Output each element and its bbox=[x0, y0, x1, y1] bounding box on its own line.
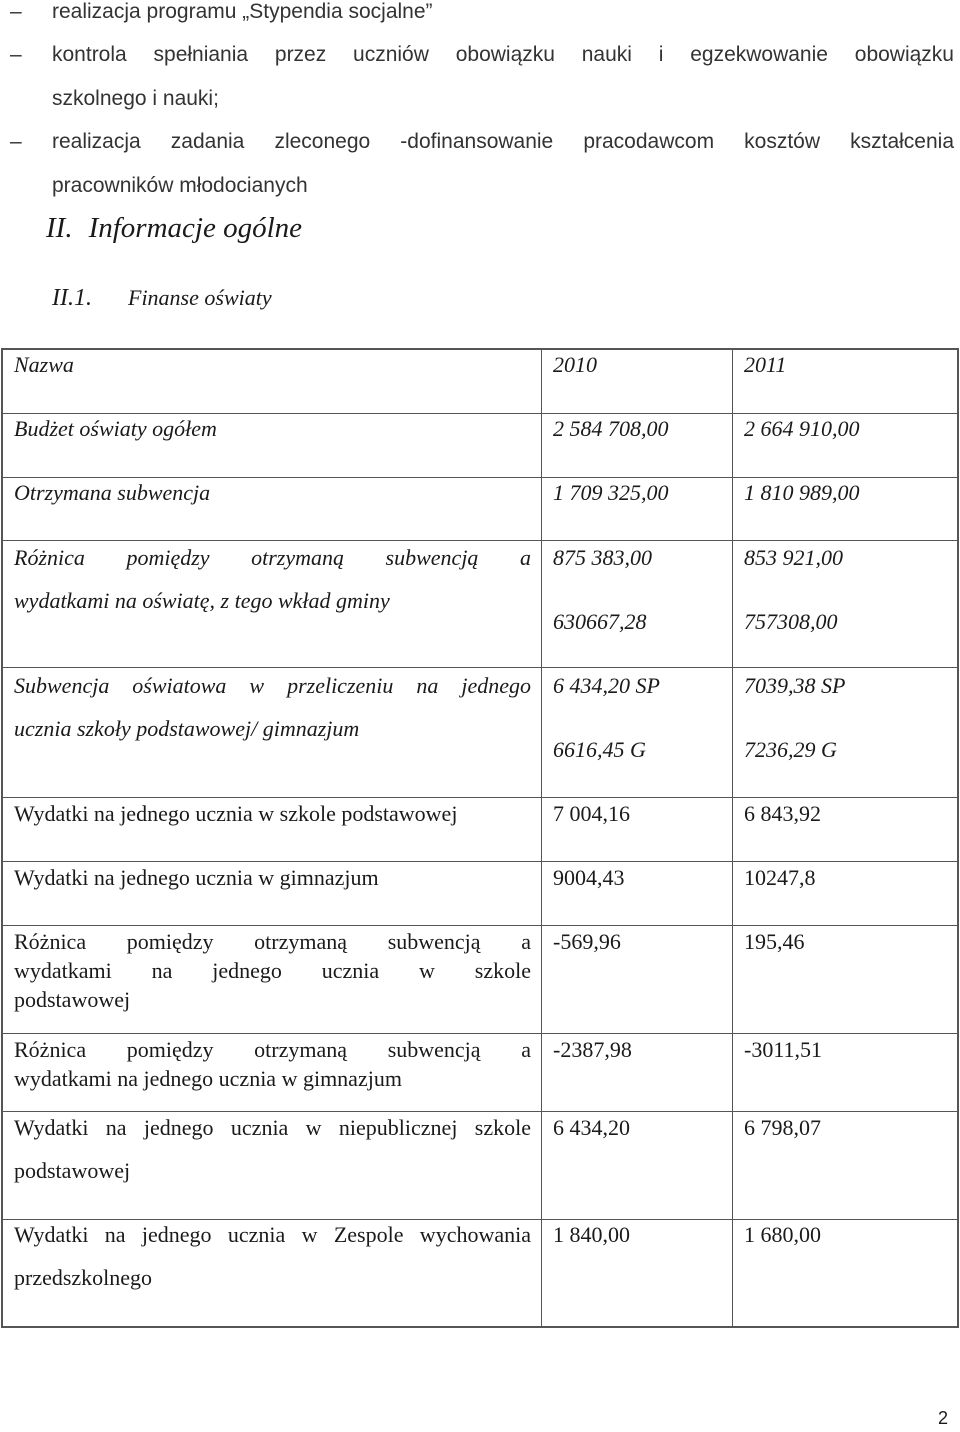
row-divider bbox=[3, 1219, 957, 1220]
column-divider bbox=[541, 350, 542, 1326]
list-item-text: realizacja programu „Stypendia socjalne” bbox=[52, 0, 433, 23]
value-2011: 6 798,07 bbox=[744, 1115, 821, 1140]
section-heading bbox=[46, 212, 302, 245]
row-label: Różnica pomiędzy otrzymaną subwencją a bbox=[14, 545, 531, 570]
row-label: Budżet oświaty ogółem bbox=[14, 416, 217, 441]
value-2010: 7 004,16 bbox=[553, 801, 630, 826]
dash-bullet: – bbox=[10, 0, 22, 23]
value-2010: -2387,98 bbox=[553, 1037, 632, 1062]
row-divider bbox=[3, 540, 957, 541]
value-2011: 7039,38 SP bbox=[744, 673, 846, 698]
row-label: Wydatki na jednego ucznia w Zespole wychowania bbox=[14, 1222, 531, 1247]
row-divider bbox=[3, 413, 957, 414]
list-item-text: realizacja zadania zleconego -dofinansowanie pracodawcom kosztów kształcenia bbox=[52, 130, 954, 153]
row-divider bbox=[3, 1111, 957, 1112]
section-number: II. bbox=[46, 212, 73, 244]
value-2011: 195,46 bbox=[744, 929, 805, 954]
value-2011: 1 810 989,00 bbox=[744, 480, 860, 505]
row-divider bbox=[3, 477, 957, 478]
value-2010: 6 434,20 SP bbox=[553, 673, 660, 698]
row-label: wydatkami na jednego ucznia w szkole bbox=[14, 958, 531, 983]
row-label: podstawowej bbox=[14, 1158, 131, 1183]
list-item-text: kontrola spełniania przez uczniów obowiązku nauki i egzekwowanie obowiązku bbox=[52, 43, 954, 66]
value-2011: 853 921,00 bbox=[744, 545, 843, 570]
dash-bullet: – bbox=[10, 130, 22, 153]
row-divider bbox=[3, 667, 957, 668]
section-title: Informacje ogólne bbox=[88, 212, 302, 244]
value-2010: 630667,28 bbox=[553, 609, 647, 634]
header-2011: 2011 bbox=[744, 352, 787, 377]
row-label: Wydatki na jednego ucznia w gimnazjum bbox=[14, 865, 379, 890]
row-label: wydatkami na jednego ucznia w gimnazjum bbox=[14, 1066, 402, 1091]
value-2011: 6 843,92 bbox=[744, 801, 821, 826]
row-label: Wydatki na jednego ucznia w szkole podstawowej bbox=[14, 801, 458, 826]
header-name: Nazwa bbox=[14, 352, 74, 377]
finance-table bbox=[1, 348, 959, 1328]
value-2010: 2 584 708,00 bbox=[553, 416, 669, 441]
value-2011: 10247,8 bbox=[744, 865, 816, 890]
row-label: Wydatki na jednego ucznia w niepublicznej szkole bbox=[14, 1115, 531, 1140]
row-label: Różnica pomiędzy otrzymaną subwencją a bbox=[14, 1037, 531, 1062]
value-2010: 9004,43 bbox=[553, 865, 625, 890]
subsection-number: II.1. bbox=[52, 285, 92, 311]
value-2010: -569,96 bbox=[553, 929, 621, 954]
value-2011: 2 664 910,00 bbox=[744, 416, 860, 441]
row-label: Różnica pomiędzy otrzymaną subwencją a bbox=[14, 929, 531, 954]
subsection-heading bbox=[52, 285, 272, 312]
row-divider bbox=[3, 925, 957, 926]
row-divider bbox=[3, 861, 957, 862]
value-2011: 7236,29 G bbox=[744, 737, 837, 762]
value-2010: 6 434,20 bbox=[553, 1115, 630, 1140]
row-label: wydatkami na oświatę, z tego wkład gminy bbox=[14, 588, 390, 613]
value-2010: 875 383,00 bbox=[553, 545, 652, 570]
row-label: przedszkolnego bbox=[14, 1265, 153, 1290]
page-number: 2 bbox=[937, 1408, 948, 1428]
value-2010: 6616,45 G bbox=[553, 737, 646, 762]
column-divider bbox=[732, 350, 733, 1326]
row-label: podstawowej bbox=[14, 987, 131, 1012]
list-item-text: szkolnego i nauki; bbox=[52, 87, 219, 110]
row-label: Otrzymana subwencja bbox=[14, 480, 211, 505]
dash-bullet: – bbox=[10, 43, 22, 66]
list-item-text: pracowników młodocianych bbox=[52, 174, 308, 197]
row-divider bbox=[3, 1033, 957, 1034]
value-2011: 757308,00 bbox=[744, 609, 838, 634]
value-2011: 1 680,00 bbox=[744, 1222, 821, 1247]
subsection-title: Finanse oświaty bbox=[128, 285, 272, 310]
row-label: Subwencja oświatowa w przeliczeniu na jednego bbox=[14, 673, 531, 698]
value-2010: 1 840,00 bbox=[553, 1222, 630, 1247]
value-2010: 1 709 325,00 bbox=[553, 480, 669, 505]
header-2010: 2010 bbox=[553, 352, 597, 377]
row-divider bbox=[3, 797, 957, 798]
row-label: ucznia szkoły podstawowej/ gimnazjum bbox=[14, 716, 360, 741]
value-2011: -3011,51 bbox=[744, 1037, 823, 1062]
